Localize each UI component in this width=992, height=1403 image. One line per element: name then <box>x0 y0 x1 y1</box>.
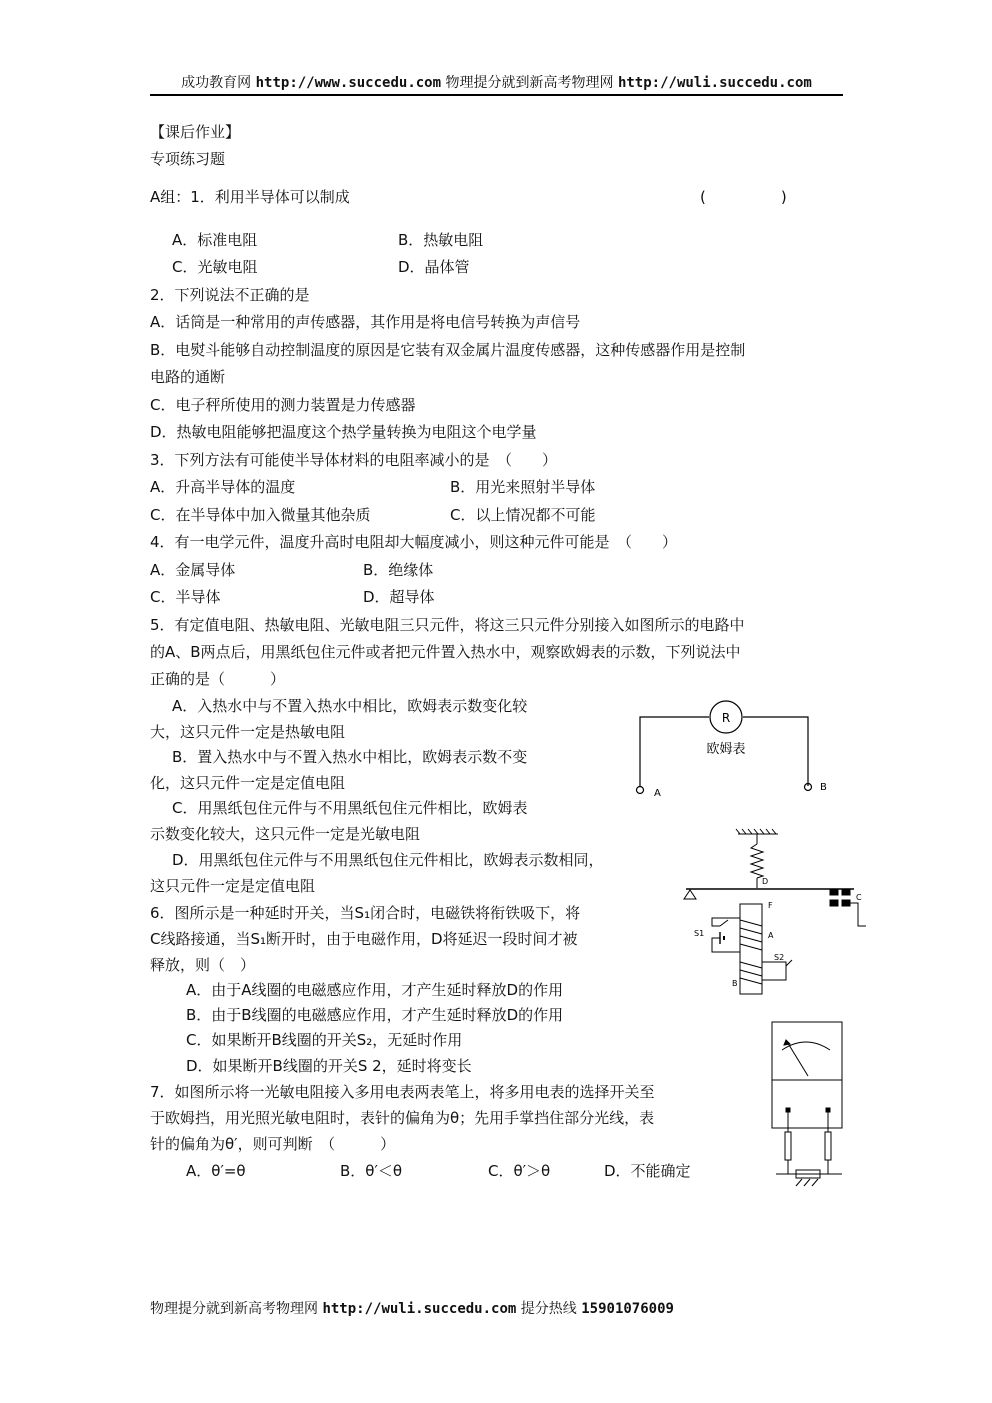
q5-option-d-line2: 这只元件一定是定值电阻 <box>150 877 316 895</box>
page-header <box>150 72 843 92</box>
q7-option-c: C．θ′＞θ <box>488 1162 551 1180</box>
q1-stem: A组：1．利用半导体可以制成 <box>150 188 350 206</box>
q3-option-a: A．升高半导体的温度 <box>150 478 296 496</box>
meter-dial-panel <box>772 1022 842 1080</box>
header-site1-name: 成功教育网 <box>181 75 252 91</box>
q5-option-d-line1: D．用黑纸包住元件与不用黑纸包住元件相比，欧姆表示数相同， <box>172 851 604 869</box>
q2-option-b-line1: B．电熨斗能够自动控制温度的原因是它装有双金属片温度传感器，这种传感器作用是控制 <box>150 341 746 359</box>
header-site1-url[interactable]: http://www.succedu.com <box>255 75 442 91</box>
ohmmeter-caption: 欧姆表 <box>706 742 746 757</box>
coil-b-windings <box>740 962 762 984</box>
q7-option-b: B．θ′＜θ <box>340 1162 403 1180</box>
q6-option-a: A．由于A线圈的电磁感应作用，才产生延时释放D的作用 <box>186 981 564 999</box>
q5-stem-line1: 5．有定值电阻、热敏电阻、光敏电阻三只元件，将这三只元件分别接入如图所示的电路中 <box>150 616 745 634</box>
label-s2: S2 <box>774 953 785 962</box>
q7-stem-line3: 针的偏角为θ′，则可判断 （ ） <box>150 1135 396 1153</box>
q2-option-a: A．话筒是一种常用的声传感器，其作用是将电信号转换为声信号 <box>150 313 581 331</box>
q2-stem: 2．下列说法不正确的是 <box>150 286 310 304</box>
probe-jack-left <box>786 1108 790 1112</box>
q5-stem-line2: 的A、B两点后，用黑纸包住元件或者把元件置入热水中，观察欧姆表的示数，下列说法中 <box>150 643 741 661</box>
switch-s2 <box>786 960 792 966</box>
probe-jack-right <box>826 1108 830 1112</box>
header-rule <box>150 94 843 96</box>
terminal-a <box>637 787 644 794</box>
footer-site-url[interactable]: http://wuli.succedu.com <box>322 1301 517 1317</box>
q1-option-d: D．晶体管 <box>398 258 470 276</box>
meter-body <box>772 1080 842 1128</box>
label-d: D <box>762 877 769 886</box>
q5-option-a-line2: 大，这只元件一定是热敏电阻 <box>150 723 346 741</box>
label-f: F <box>768 901 773 910</box>
q4-option-a: A．金属导体 <box>150 561 236 579</box>
q6-stem-line3: 释放，则（ ） <box>150 956 256 974</box>
q7-option-d: D．不能确定 <box>604 1162 691 1180</box>
q4-option-b: B．绝缘体 <box>363 561 434 579</box>
light-arrows-icon <box>796 1179 818 1186</box>
q2-option-b-line2: 电路的通断 <box>150 368 226 386</box>
switch-s1 <box>720 920 728 926</box>
q2-option-d: D．热敏电阻能够把温度这个热学量转换为电阻这个电学量 <box>150 423 537 441</box>
multimeter-figure <box>768 1020 848 1192</box>
s2-loop <box>762 962 786 980</box>
q3-option-c: C．在半导体中加入微量其他杂质 <box>150 506 371 524</box>
q3-option-d: C．以上情况都不可能 <box>450 506 596 524</box>
q6-stem-line2: C线路接通，当S₁断开时，由于电磁作用，D将延迟一段时间才被 <box>150 930 578 948</box>
ohmmeter-r-label: R <box>721 711 731 725</box>
q6-option-b: B．由于B线圈的电磁感应作用，才产生延时释放D的作用 <box>186 1006 564 1024</box>
circuit-wire-right <box>743 717 808 786</box>
q2-option-c: C．电子秤所使用的测力装置是力传感器 <box>150 396 416 414</box>
q4-option-d: D．超导体 <box>363 588 435 606</box>
probe-left <box>785 1132 791 1160</box>
q5-stem-line3: 正确的是（ ） <box>150 670 286 688</box>
q7-stem-line1: 7．如图所示将一光敏电阻接入多用电表两表笔上，将多用电表的选择开关至 <box>150 1083 655 1101</box>
label-b: B <box>732 979 738 988</box>
label-c: C <box>856 893 862 902</box>
q1-option-c: C．光敏电阻 <box>172 258 258 276</box>
footer-site-name: 物理提分就到新高考物理网 <box>150 1301 318 1317</box>
q5-option-b-line1: B．置入热水中与不置入热水中相比，欧姆表示数不变 <box>172 748 528 766</box>
ceiling-hatching <box>736 829 776 834</box>
q3-stem: 3．下列方法有可能使半导体材料的电阻率减小的是 （ ） <box>150 451 558 469</box>
q5-option-b-line2: 化，这只元件一定是定值电阻 <box>150 774 346 792</box>
q7-option-a: A．θ′=θ <box>186 1162 246 1180</box>
q5-option-a-line1: A．入热水中与不置入热水中相比，欧姆表示数变化较 <box>172 697 528 715</box>
q5-option-c-line2: 示数变化较大，这只元件一定是光敏电阻 <box>150 825 421 843</box>
terminal-b-label: B <box>820 782 827 793</box>
q6-option-d: D．如果断开B线圈的开关S 2，延时将变长 <box>186 1057 472 1075</box>
footer-hotline-label: 提分热线 <box>520 1301 577 1317</box>
q4-option-c: C．半导体 <box>150 588 221 606</box>
label-s1: S1 <box>694 929 705 938</box>
ohmmeter-circuit-figure <box>630 695 840 805</box>
probe-right <box>825 1132 831 1160</box>
section-title: 【课后作业】 <box>150 123 241 141</box>
contact-c-wire <box>850 903 866 926</box>
q3-option-b: B．用光来照射半导体 <box>450 478 596 496</box>
delay-switch-figure <box>682 828 866 1000</box>
circuit-wire-left <box>640 717 709 786</box>
q6-stem-line1: 6．图所示是一种延时开关，当S₁闭合时，电磁铁将衔铁吸下，将 <box>150 904 581 922</box>
q6-option-c: C．如果断开B线圈的开关S₂，无延时作用 <box>186 1031 463 1049</box>
q1-answer-blank: ( ) <box>700 188 787 206</box>
q1-option-b: B．热敏电阻 <box>398 231 484 249</box>
q1-option-a: A．标准电阻 <box>172 231 258 249</box>
page-footer <box>150 1298 674 1318</box>
header-site2-url[interactable]: http://wuli.succedu.com <box>617 75 812 91</box>
meter-needle <box>786 1040 808 1076</box>
footer-hotline-number: 15901076009 <box>581 1301 674 1317</box>
coil-a-windings <box>740 920 762 950</box>
terminal-a-label: A <box>654 788 661 799</box>
header-site2-name: 物理提分就到新高考物理网 <box>445 75 614 91</box>
label-a: A <box>768 931 774 940</box>
spring-icon <box>751 844 763 878</box>
q4-stem: 4．有一电学元件，温度升高时电阻却大幅度减小，则这种元件可能是 （ ） <box>150 533 678 551</box>
s1-wire-bottom <box>712 938 740 952</box>
subtitle: 专项练习题 <box>150 150 226 168</box>
pivot-icon <box>684 890 696 899</box>
q7-stem-line2: 于欧姆挡，用光照光敏电阻时，表针的偏角为θ；先用手掌挡住部分光线，表 <box>150 1109 655 1127</box>
q5-option-c-line1: C．用黑纸包住元件与不用黑纸包住元件相比，欧姆表 <box>172 799 528 817</box>
